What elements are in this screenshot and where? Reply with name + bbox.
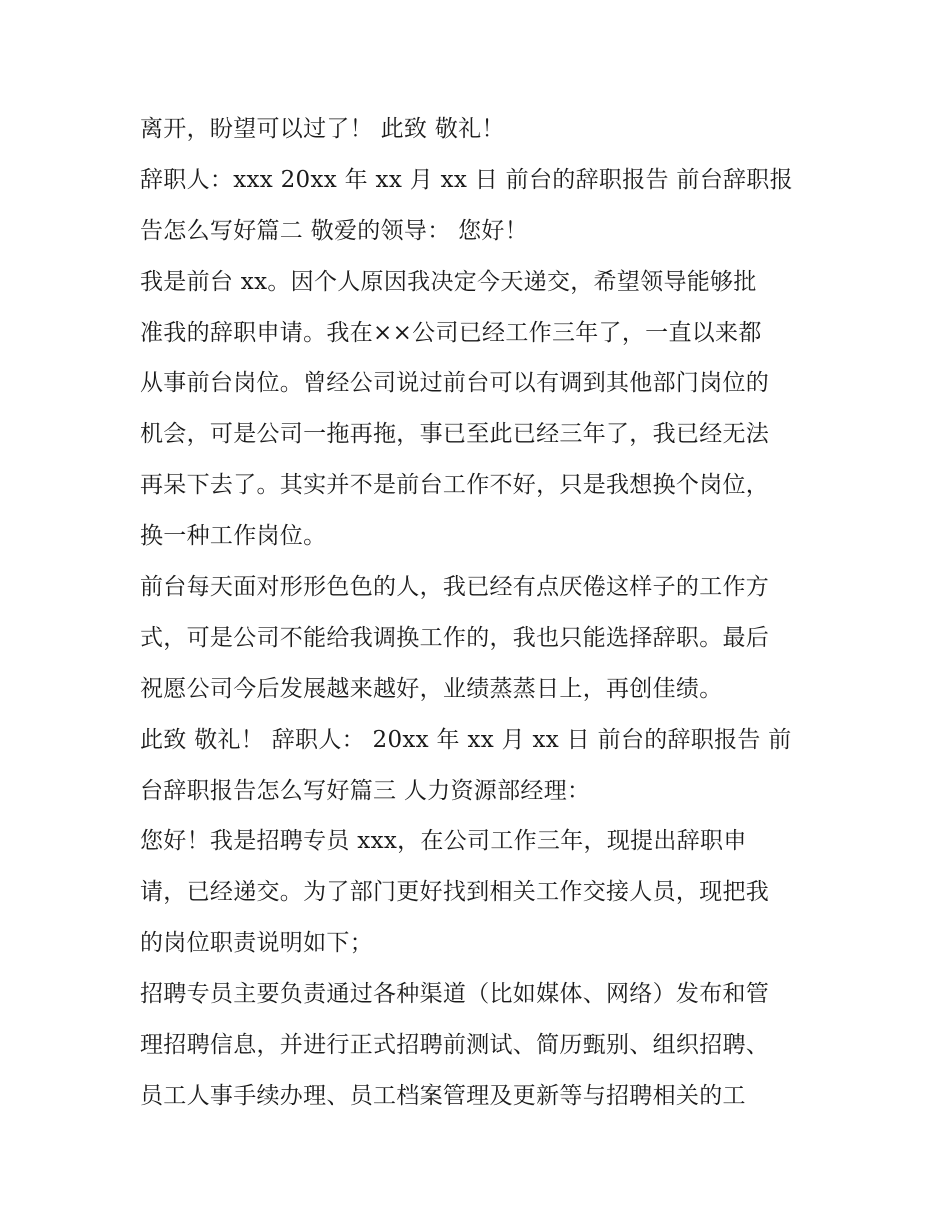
text-line: 再呆下去了。其实并不是前台工作不好，只是我想换个岗位， bbox=[140, 472, 770, 499]
text-line: 理招聘信息，并进行正式招聘前测试、简历甄别、组织招聘、 bbox=[140, 1032, 770, 1059]
text-line: 台辞职报告怎么写好篇三 人力资源部经理： bbox=[140, 777, 591, 804]
text-line: 的岗位职责说明如下； bbox=[140, 930, 373, 957]
text-line: 此致 敬礼！ 辞职人： 20xx 年 xx 月 xx 日 前台的辞职报告 前 bbox=[140, 726, 792, 753]
text-line: 换一种工作岗位。 bbox=[140, 523, 327, 550]
text-line: 从事前台岗位。曾经公司说过前台可以有调到其他部门岗位的 bbox=[140, 370, 770, 397]
text-line: 准我的辞职申请。我在××公司已经工作三年了，一直以来都 bbox=[140, 319, 762, 346]
text-line: 辞职人：xxx 20xx 年 xx 月 xx 日 前台的辞职报告 前台辞职报 bbox=[140, 166, 793, 193]
document-body bbox=[140, 104, 820, 1122]
text-line: 前台每天面对形形色色的人，我已经有点厌倦这样子的工作方 bbox=[140, 574, 770, 601]
text-line: 我是前台 xx。因个人原因我决定今天递交，希望领导能够批 bbox=[140, 268, 757, 295]
text-line: 离开，盼望可以过了！ 此致 敬礼！ bbox=[140, 116, 505, 142]
text-line: 招聘专员主要负责通过各种渠道（比如媒体、网络）发布和管 bbox=[140, 981, 770, 1008]
text-line: 式，可是公司不能给我调换工作的，我也只能选择辞职。最后 bbox=[140, 624, 770, 651]
text-line: 机会，可是公司一拖再拖，事已至此已经三年了，我已经无法 bbox=[140, 421, 770, 448]
text-line: 您好！我是招聘专员 xxx，在公司工作三年，现提出辞职申 bbox=[140, 828, 747, 855]
text-line: 请，已经递交。为了部门更好找到相关工作交接人员，现把我 bbox=[140, 879, 770, 906]
text-line: 员工人事手续办理、员工档案管理及更新等与招聘相关的工 bbox=[140, 1082, 746, 1109]
text-line: 告怎么写好篇二 敬爱的领导： 您好！ bbox=[140, 217, 529, 244]
text-line: 祝愿公司今后发展越来越好，业绩蒸蒸日上，再创佳绩。 bbox=[140, 675, 723, 702]
